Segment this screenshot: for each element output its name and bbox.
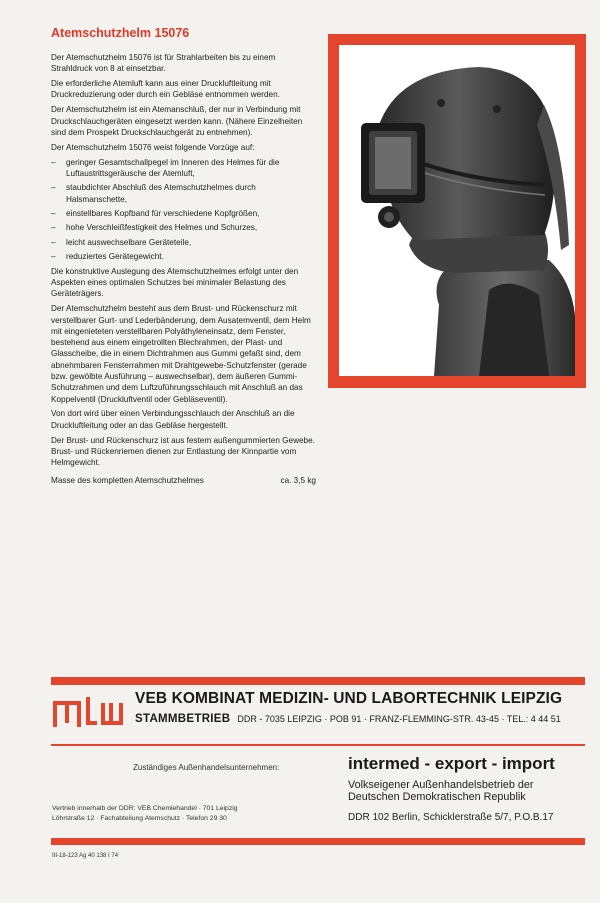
company-name: VEB KOMBINAT MEDIZIN- UND LABORTECHNIK LEIPZIG [135, 690, 563, 707]
trade-company-name: intermed - export - import [348, 754, 555, 773]
top-divider-bar [51, 677, 585, 685]
weight-row [51, 475, 316, 486]
advantage-item: – leicht auswechselbare Geräteteile, [51, 237, 316, 248]
trade-sub-line: Volkseigener Außenhandelsbetrieb der [348, 779, 534, 791]
advantage-item: – einstellbares Kopfband für verschiedene Kopfgrößen, [51, 208, 316, 219]
intro-paragraph: Der Atemschutzhelm 15076 weist folgende Vorzüge auf: [51, 142, 255, 152]
weight-label: Masse des kompletten Atemschutzhelmes [51, 475, 204, 485]
company-address [135, 713, 561, 725]
detail-paragraph: Die konstruktive Auslegung des Atemschutzhelmes erfolgt unter den Aspekten eines optimalen Schutzes bei minimaler Belastung des Geräteträgers. [51, 266, 299, 299]
intro-paragraph: Der Atemschutzhelm ist ein Atemanschluß, der nur in Verbindung mit Druckschlauchgeräten eingesetzt werden kann. (Nähere Einzelheiten sind dem Prospekt Druckschlauchgerät zu entnehmen). [51, 105, 303, 137]
description-text [51, 52, 316, 486]
detail-paragraph: Der Atemschutzhelm besteht aus dem Brust- und Rückenschurz mit verstellbarer Gurt- und Lederbänderung, dem Ausatemventil, dem Helm mit eingenieteten verstellbaren Polyäthyleneinsatz, dem Fenster, bestehend aus einem eingetrollten Blechrahmen, der Plast- und Glasscheibe, die in einem Dichtrahmen aus Gummi gefaßt sind, dem abnehmbaren Fensterrahmen mit Drahtgewebe-Schutzfenster (gerade bzw. gewölbte Ausführung – auswechselbar), dem äußeren Gummi-Schutzrahmen und dem Luftzuführungsschlauch mit Anschluß an das Koppelventil (Druckluftventil oder Gebläseventil). [51, 304, 311, 404]
product-photo-frame [328, 34, 586, 388]
trade-label: Zuständiges Außenhandelsunternehmen: [133, 763, 280, 772]
trade-address: DDR 102 Berlin, Schicklerstraße 5/7, P.O.B.17 [348, 812, 554, 823]
advantages-list [51, 157, 316, 262]
distribution-line: Vertrieb innerhalb der DDR: VEB Chemiehandel · 701 Leipzig [52, 805, 238, 812]
distribution-note [52, 804, 238, 824]
detail-paragraph: Von dort wird über einen Verbindungsschlauch der Anschluß an die Druckluftleitung oder an das Gebläse hergestellt. [51, 409, 295, 430]
distribution-line: Löhrstraße 12 · Fachabteilung Atemschutz · Telefon 29 30 [52, 815, 227, 822]
imprint-code: III-18-123 Ag 40 138 I 74 [52, 853, 119, 859]
advantage-item: – staubdichter Abschluß des Atemschutzhelmes durch Halsmanschette, [51, 182, 316, 205]
trade-company-description [348, 779, 533, 803]
intro-paragraph: Die erforderliche Atemluft kann aus einer Druckluftleitung mit Druckreduzierung oder durch ein Gebläse entnommen werden. [51, 79, 280, 100]
helmet-photo [339, 45, 575, 376]
advantage-item: – reduziertes Gerätegewicht. [51, 251, 316, 262]
weight-value: ca. 3,5 kg [280, 475, 316, 485]
intro-paragraph: Der Atemschutzhelm 15076 ist für Strahlarbeiten bis zu einem Strahldruck von 8 at einsetzbar. [51, 53, 276, 74]
detail-paragraph: Der Brust- und Rückenschurz ist aus festem außengummierten Gewebe. Brust- und Rückenriemen dienen zur Entlastung der Kinnpartie vom Helmgewicht. [51, 435, 315, 468]
mlw-logo [52, 694, 124, 730]
page-title: Atemschutzhelm 15076 [51, 26, 190, 40]
bottom-divider-bar [51, 838, 585, 845]
advantage-item: – geringer Gesamtschallpegel im Inneren des Helmes für die Luftaustrittsgeräusche der Atemluft, [51, 157, 316, 180]
advantage-item: – hohe Verschleißfestigkeit des Helmes und Schurzes, [51, 222, 316, 233]
mid-divider-bar [51, 744, 585, 746]
address-lead: STAMMBETRIEB [135, 713, 231, 725]
trade-sub-line: Deutschen Demokratischen Republik [348, 791, 526, 803]
address-text: DDR - 7035 LEIPZIG · POB 91 · FRANZ-FLEMMING-STR. 43-45 · TEL.: 4 44 51 [237, 714, 561, 724]
helmet-illustration [339, 45, 575, 376]
